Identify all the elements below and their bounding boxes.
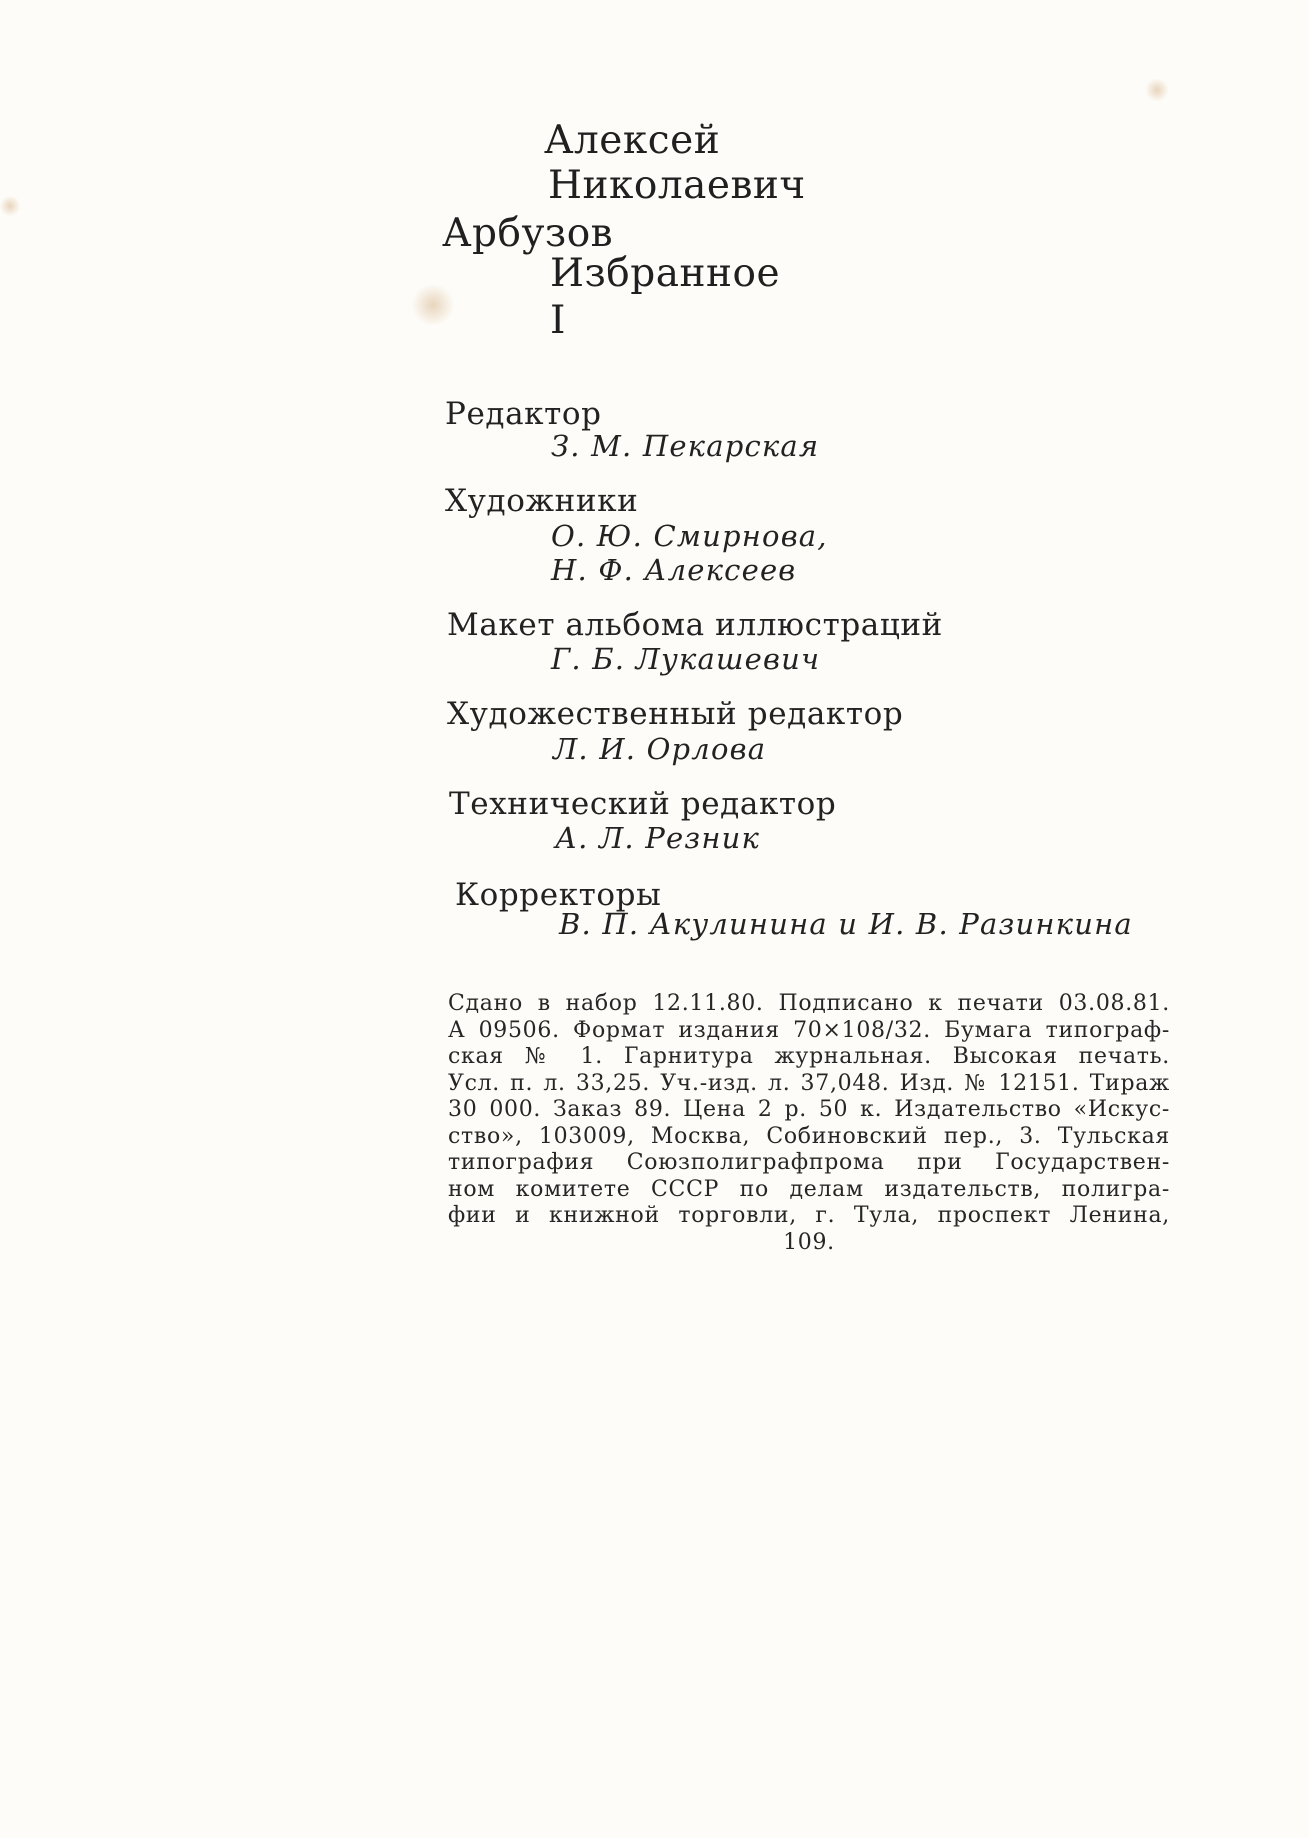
book-title: Избранное xyxy=(550,251,781,296)
volume-number: I xyxy=(550,298,566,343)
imprint-text xyxy=(448,991,1170,1256)
credit-name-album-layout: Г. Б. Лукашевич xyxy=(551,642,821,676)
credit-name-artist-2: Н. Ф. Алексеев xyxy=(551,553,797,587)
credit-role-art-editor: Художественный редактор xyxy=(447,696,904,732)
credit-name-editor: З. М. Пекарская xyxy=(551,429,820,463)
imprint-line: 30 000. Заказ 89. Цена 2 р. 50 к. Издательство «Искус- xyxy=(448,1097,1170,1122)
credit-role-editor: Редактор xyxy=(445,396,602,432)
imprint-line: 109. xyxy=(783,1229,835,1255)
credit-role-proofreaders: Корректоры xyxy=(455,877,662,913)
imprint-line: Сдано в набор 12.11.80. Подписано к печати 03.08.81. xyxy=(448,991,1170,1016)
imprint-line: фии и книжной торговли, г. Тула, проспект Ленина, xyxy=(448,1203,1170,1228)
imprint-line: ство», 103009, Москва, Собиновский пер., 3. Тульская xyxy=(448,1123,1170,1149)
credit-name-artist-1: О. Ю. Смирнова, xyxy=(551,519,828,553)
author-first-name: Алексей xyxy=(544,118,721,163)
paper-stain xyxy=(410,285,456,325)
author-patronymic: Николаевич xyxy=(548,163,806,208)
credit-role-tech-editor: Технический редактор xyxy=(449,786,837,822)
imprint-line: типография Союзполиграфпрома при Государствен- xyxy=(448,1150,1170,1175)
paper-stain xyxy=(1145,78,1169,102)
imprint-line: Усл. п. л. 33,25. Уч.-изд. л. 37,048. Изд. № 12151. Тираж xyxy=(448,1070,1170,1096)
imprint-line: ская № 1. Гарнитура журнальная. Высокая печать. xyxy=(448,1044,1170,1069)
imprint-line: ном комитете СССР по делам издательств, полигра- xyxy=(448,1176,1170,1202)
imprint-line: А 09506. Формат издания 70×108/32. Бумага типограф- xyxy=(448,1017,1170,1043)
credit-name-proofreaders: В. П. Акулинина и И. В. Разинкина xyxy=(559,907,1133,941)
credit-role-album-layout: Макет альбома иллюстраций xyxy=(447,607,943,643)
credit-role-artists: Художники xyxy=(445,483,639,519)
credit-name-tech-editor: А. Л. Резник xyxy=(555,821,761,855)
author-last-name: Арбузов xyxy=(442,211,614,256)
credit-name-art-editor: Л. И. Орлова xyxy=(553,732,767,766)
paper-stain xyxy=(0,195,20,217)
